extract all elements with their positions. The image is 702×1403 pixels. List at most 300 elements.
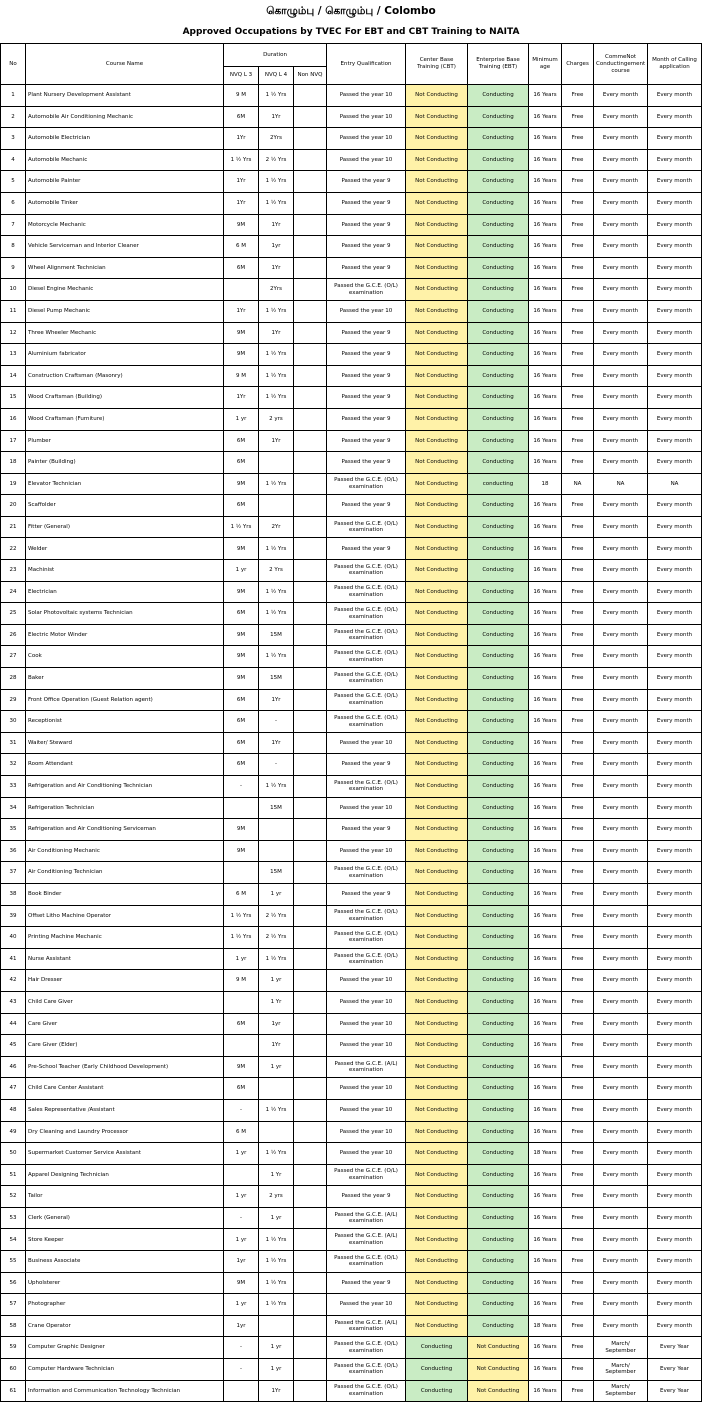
non-nvq-duration	[294, 1207, 327, 1229]
nvq4-duration: -	[259, 754, 294, 776]
minimum-age: 16 Years	[529, 1099, 562, 1121]
course-name: Aluminium fabricator	[26, 344, 224, 366]
occupations-table	[0, 43, 702, 1402]
nvq4-duration: 1 ½ Yrs	[259, 603, 294, 625]
commencement: Every month	[594, 1056, 648, 1078]
calling-month: Every month	[648, 970, 702, 992]
nvq3-duration	[224, 991, 259, 1013]
calling-month: Every month	[648, 560, 702, 582]
nvq4-duration: 1 ½ Yrs	[259, 85, 294, 107]
entry-qualification: Passed the G.C.E. (O/L) examination	[327, 516, 406, 538]
ebt-status: Conducting	[468, 754, 529, 776]
entry-qualification: Passed the G.C.E. (O/L) examination	[327, 279, 406, 301]
header-non-nvq: Non NVQ	[294, 67, 327, 85]
row-number: 60	[1, 1359, 26, 1381]
nvq3-duration: 1 ½ Yrs	[224, 149, 259, 171]
nvq4-duration: 1 ½ Yrs	[259, 1294, 294, 1316]
non-nvq-duration	[294, 905, 327, 927]
nvq4-duration: 1Yr	[259, 430, 294, 452]
row-number: 56	[1, 1272, 26, 1294]
charges: Free	[562, 905, 594, 927]
ebt-status: Conducting	[468, 732, 529, 754]
cbt-status: Not Conducting	[406, 1164, 468, 1186]
cbt-status: Not Conducting	[406, 1121, 468, 1143]
nvq4-duration	[259, 452, 294, 474]
non-nvq-duration	[294, 85, 327, 107]
nvq4-duration: 1 yr	[259, 1056, 294, 1078]
nvq3-duration	[224, 797, 259, 819]
non-nvq-duration	[294, 1035, 327, 1057]
commencement: Every month	[594, 819, 648, 841]
non-nvq-duration	[294, 279, 327, 301]
cbt-status: Not Conducting	[406, 581, 468, 603]
entry-qualification: Passed the year 9	[327, 257, 406, 279]
minimum-age: 16 Years	[529, 1035, 562, 1057]
entry-qualification: Passed the year 10	[327, 970, 406, 992]
entry-qualification: Passed the year 9	[327, 344, 406, 366]
commencement: Every month	[594, 1315, 648, 1337]
row-number: 36	[1, 840, 26, 862]
commencement: NA	[594, 473, 648, 495]
cbt-status: Conducting	[406, 1337, 468, 1359]
charges: Free	[562, 883, 594, 905]
table-row	[1, 430, 702, 452]
charges: Free	[562, 711, 594, 733]
nvq3-duration: 9M	[224, 624, 259, 646]
minimum-age: 16 Years	[529, 344, 562, 366]
ebt-status: Conducting	[468, 430, 529, 452]
course-name: Painter (Building)	[26, 452, 224, 474]
nvq3-duration: 6M	[224, 257, 259, 279]
non-nvq-duration	[294, 1337, 327, 1359]
row-number: 30	[1, 711, 26, 733]
table-row	[1, 192, 702, 214]
entry-qualification: Passed the G.C.E. (O/L) examination	[327, 905, 406, 927]
row-number: 48	[1, 1099, 26, 1121]
entry-qualification: Passed the year 9	[327, 538, 406, 560]
entry-qualification: Passed the G.C.E. (O/L) examination	[327, 711, 406, 733]
minimum-age: 16 Years	[529, 754, 562, 776]
commencement: Every month	[594, 1099, 648, 1121]
cbt-status: Not Conducting	[406, 128, 468, 150]
calling-month: Every month	[648, 516, 702, 538]
nvq4-duration: 1 Yr	[259, 991, 294, 1013]
row-number: 27	[1, 646, 26, 668]
course-name: Crane Operator	[26, 1315, 224, 1337]
non-nvq-duration	[294, 862, 327, 884]
cbt-status: Not Conducting	[406, 732, 468, 754]
entry-qualification: Passed the G.C.E. (O/L) examination	[327, 581, 406, 603]
charges: Free	[562, 322, 594, 344]
charges: Free	[562, 365, 594, 387]
cbt-status: Not Conducting	[406, 689, 468, 711]
non-nvq-duration	[294, 300, 327, 322]
row-number: 7	[1, 214, 26, 236]
course-name: Receptionist	[26, 711, 224, 733]
ebt-status: Conducting	[468, 106, 529, 128]
course-name: Air Conditioning Mechanic	[26, 840, 224, 862]
minimum-age: 16 Years	[529, 668, 562, 690]
ebt-status: Conducting	[468, 344, 529, 366]
table-row	[1, 1035, 702, 1057]
commencement: Every month	[594, 279, 648, 301]
nvq4-duration: 1yr	[259, 236, 294, 258]
ebt-status: Conducting	[468, 948, 529, 970]
cbt-status: Not Conducting	[406, 344, 468, 366]
course-name: Pre-School Teacher (Early Childhood Development)	[26, 1056, 224, 1078]
table-row	[1, 581, 702, 603]
header-commencement: CommeNot Conductingement course	[594, 44, 648, 85]
commencement: Every month	[594, 689, 648, 711]
row-number: 33	[1, 776, 26, 798]
charges: Free	[562, 1099, 594, 1121]
cbt-status: Not Conducting	[406, 452, 468, 474]
cbt-status: Not Conducting	[406, 624, 468, 646]
course-name: Electric Motor Winder	[26, 624, 224, 646]
commencement: Every month	[594, 624, 648, 646]
charges: Free	[562, 732, 594, 754]
row-number: 26	[1, 624, 26, 646]
row-number: 39	[1, 905, 26, 927]
course-name: Air Conditioning Technician	[26, 862, 224, 884]
commencement: Every month	[594, 214, 648, 236]
commencement: March/ September	[594, 1359, 648, 1381]
row-number: 41	[1, 948, 26, 970]
nvq3-duration: 1 yr	[224, 408, 259, 430]
entry-qualification: Passed the year 9	[327, 1272, 406, 1294]
commencement: Every month	[594, 257, 648, 279]
ebt-status: Conducting	[468, 85, 529, 107]
nvq3-duration: 6M	[224, 495, 259, 517]
entry-qualification: Passed the G.C.E. (A/L) examination	[327, 1207, 406, 1229]
nvq3-duration	[224, 279, 259, 301]
non-nvq-duration	[294, 689, 327, 711]
cbt-status: Not Conducting	[406, 85, 468, 107]
minimum-age: 16 Years	[529, 538, 562, 560]
table-row	[1, 624, 702, 646]
nvq3-duration: 6M	[224, 754, 259, 776]
non-nvq-duration	[294, 1121, 327, 1143]
charges: Free	[562, 1229, 594, 1251]
minimum-age: 16 Years	[529, 1337, 562, 1359]
nvq4-duration: 1Yr	[259, 257, 294, 279]
entry-qualification: Passed the year 9	[327, 452, 406, 474]
entry-qualification: Passed the G.C.E. (O/L) examination	[327, 776, 406, 798]
commencement: Every month	[594, 1294, 648, 1316]
table-row	[1, 1186, 702, 1208]
course-name: Clerk (General)	[26, 1207, 224, 1229]
row-number: 11	[1, 300, 26, 322]
nvq3-duration: 1Yr	[224, 387, 259, 409]
row-number: 9	[1, 257, 26, 279]
non-nvq-duration	[294, 711, 327, 733]
entry-qualification: Passed the year 9	[327, 387, 406, 409]
commencement: Every month	[594, 991, 648, 1013]
row-number: 49	[1, 1121, 26, 1143]
nvq3-duration: 1Yr	[224, 171, 259, 193]
course-name: Elevator Technician	[26, 473, 224, 495]
course-name: Wood Craftsman (Building)	[26, 387, 224, 409]
ebt-status: Conducting	[468, 128, 529, 150]
non-nvq-duration	[294, 192, 327, 214]
nvq3-duration: 9 M	[224, 85, 259, 107]
charges: Free	[562, 344, 594, 366]
commencement: Every month	[594, 1272, 648, 1294]
nvq3-duration: 1 ½ Yrs	[224, 516, 259, 538]
calling-month: Every month	[648, 192, 702, 214]
non-nvq-duration	[294, 1294, 327, 1316]
ebt-status: Conducting	[468, 171, 529, 193]
course-name: Three Wheeler Mechanic	[26, 322, 224, 344]
table-row	[1, 927, 702, 949]
ebt-status: Conducting	[468, 495, 529, 517]
table-row	[1, 668, 702, 690]
charges: Free	[562, 1315, 594, 1337]
commencement: Every month	[594, 646, 648, 668]
charges: Free	[562, 646, 594, 668]
table-row	[1, 1251, 702, 1273]
commencement: Every month	[594, 1207, 648, 1229]
entry-qualification: Passed the year 9	[327, 883, 406, 905]
nvq4-duration: 2Yrs	[259, 128, 294, 150]
minimum-age: 16 Years	[529, 970, 562, 992]
header-charges: Charges	[562, 44, 594, 85]
minimum-age: 16 Years	[529, 322, 562, 344]
cbt-status: Not Conducting	[406, 171, 468, 193]
course-name: Plant Nursery Development Assistant	[26, 85, 224, 107]
charges: Free	[562, 300, 594, 322]
cbt-status: Not Conducting	[406, 408, 468, 430]
entry-qualification: Passed the G.C.E. (O/L) examination	[327, 1164, 406, 1186]
course-name: Automobile Painter	[26, 171, 224, 193]
minimum-age: 16 Years	[529, 1359, 562, 1381]
row-number: 29	[1, 689, 26, 711]
nvq3-duration: 6M	[224, 711, 259, 733]
nvq3-duration: 1 yr	[224, 1294, 259, 1316]
table-row	[1, 322, 702, 344]
ebt-status: Conducting	[468, 236, 529, 258]
table-row	[1, 1056, 702, 1078]
nvq3-duration: 9M	[224, 214, 259, 236]
charges: Free	[562, 689, 594, 711]
row-number: 20	[1, 495, 26, 517]
nvq4-duration: 1 ½ Yrs	[259, 646, 294, 668]
commencement: Every month	[594, 1121, 648, 1143]
row-number: 37	[1, 862, 26, 884]
table-row	[1, 1121, 702, 1143]
course-name: Child Care Giver	[26, 991, 224, 1013]
nvq3-duration: 6 M	[224, 1121, 259, 1143]
commencement: Every month	[594, 797, 648, 819]
course-name: Computer Hardware Technician	[26, 1359, 224, 1381]
course-name: Motorcycle Mechanic	[26, 214, 224, 236]
row-number: 10	[1, 279, 26, 301]
table-row	[1, 516, 702, 538]
course-name: Store Keeper	[26, 1229, 224, 1251]
charges: Free	[562, 408, 594, 430]
ebt-status: Conducting	[468, 819, 529, 841]
course-name: Plumber	[26, 430, 224, 452]
nvq4-duration: 1 ½ Yrs	[259, 192, 294, 214]
table-header-row	[1, 44, 702, 67]
non-nvq-duration	[294, 408, 327, 430]
entry-qualification: Passed the year 9	[327, 171, 406, 193]
header-entry-qualification: Entry Qualification	[327, 44, 406, 85]
commencement: March/ September	[594, 1337, 648, 1359]
course-name: Diesel Pump Mechanic	[26, 300, 224, 322]
table-row	[1, 128, 702, 150]
non-nvq-duration	[294, 646, 327, 668]
ebt-status: Conducting	[468, 1272, 529, 1294]
calling-month: Every month	[648, 711, 702, 733]
row-number: 15	[1, 387, 26, 409]
nvq4-duration: 1 ½ Yrs	[259, 948, 294, 970]
non-nvq-duration	[294, 430, 327, 452]
nvq4-duration: 1 yr	[259, 970, 294, 992]
course-name: Fitter (General)	[26, 516, 224, 538]
row-number: 54	[1, 1229, 26, 1251]
row-number: 40	[1, 927, 26, 949]
calling-month: Every month	[648, 1078, 702, 1100]
charges: Free	[562, 1164, 594, 1186]
calling-month: Every month	[648, 581, 702, 603]
non-nvq-duration	[294, 171, 327, 193]
cbt-status: Not Conducting	[406, 560, 468, 582]
minimum-age: 16 Years	[529, 927, 562, 949]
nvq4-duration: 1 ½ Yrs	[259, 1099, 294, 1121]
non-nvq-duration	[294, 797, 327, 819]
course-name: Business Associate	[26, 1251, 224, 1273]
nvq3-duration: 6M	[224, 452, 259, 474]
commencement: Every month	[594, 387, 648, 409]
charges: Free	[562, 516, 594, 538]
row-number: 6	[1, 192, 26, 214]
calling-month: Every Year	[648, 1337, 702, 1359]
commencement: Every month	[594, 560, 648, 582]
entry-qualification: Passed the year 10	[327, 149, 406, 171]
charges: Free	[562, 819, 594, 841]
table-row	[1, 387, 702, 409]
cbt-status: Not Conducting	[406, 1229, 468, 1251]
nvq4-duration: 1 ½ Yrs	[259, 171, 294, 193]
calling-month: Every month	[648, 85, 702, 107]
calling-month: Every month	[648, 279, 702, 301]
non-nvq-duration	[294, 603, 327, 625]
commencement: Every month	[594, 365, 648, 387]
minimum-age: 16 Years	[529, 106, 562, 128]
nvq4-duration	[259, 1121, 294, 1143]
row-number: 5	[1, 171, 26, 193]
table-row	[1, 344, 702, 366]
cbt-status: Not Conducting	[406, 862, 468, 884]
calling-month: Every month	[648, 344, 702, 366]
entry-qualification: Passed the G.C.E. (O/L) examination	[327, 948, 406, 970]
cbt-status: Not Conducting	[406, 711, 468, 733]
ebt-status: Conducting	[468, 883, 529, 905]
table-row	[1, 1337, 702, 1359]
ebt-status: Conducting	[468, 560, 529, 582]
charges: Free	[562, 495, 594, 517]
row-number: 21	[1, 516, 26, 538]
nvq3-duration: 1 yr	[224, 1143, 259, 1165]
nvq3-duration: 1yr	[224, 1251, 259, 1273]
nvq3-duration: 9 M	[224, 365, 259, 387]
nvq4-duration	[259, 840, 294, 862]
charges: Free	[562, 560, 594, 582]
ebt-status: Conducting	[468, 646, 529, 668]
row-number: 18	[1, 452, 26, 474]
charges: NA	[562, 473, 594, 495]
nvq3-duration	[224, 1380, 259, 1402]
nvq4-duration: 2 yrs	[259, 408, 294, 430]
ebt-status: Conducting	[468, 927, 529, 949]
calling-month: Every month	[648, 948, 702, 970]
commencement: Every month	[594, 711, 648, 733]
minimum-age: 16 Years	[529, 905, 562, 927]
table-row	[1, 1207, 702, 1229]
cbt-status: Not Conducting	[406, 214, 468, 236]
minimum-age: 18 Years	[529, 1315, 562, 1337]
nvq4-duration: 1 ½ Yrs	[259, 1272, 294, 1294]
table-row	[1, 840, 702, 862]
minimum-age: 16 Years	[529, 1056, 562, 1078]
calling-month: Every month	[648, 1013, 702, 1035]
minimum-age: 16 Years	[529, 85, 562, 107]
course-name: Information and Communication Technology Technician	[26, 1380, 224, 1402]
course-name: Wood Craftsman (Furniture)	[26, 408, 224, 430]
commencement: Every month	[594, 344, 648, 366]
non-nvq-duration	[294, 991, 327, 1013]
charges: Free	[562, 840, 594, 862]
ebt-status: Conducting	[468, 1251, 529, 1273]
entry-qualification: Passed the G.C.E. (O/L) examination	[327, 473, 406, 495]
minimum-age: 16 Years	[529, 840, 562, 862]
commencement: Every month	[594, 85, 648, 107]
table-row	[1, 473, 702, 495]
cbt-status: Not Conducting	[406, 668, 468, 690]
table-row	[1, 1294, 702, 1316]
row-number: 46	[1, 1056, 26, 1078]
entry-qualification: Passed the year 10	[327, 1078, 406, 1100]
charges: Free	[562, 603, 594, 625]
charges: Free	[562, 214, 594, 236]
calling-month: Every month	[648, 754, 702, 776]
cbt-status: Not Conducting	[406, 840, 468, 862]
non-nvq-duration	[294, 1229, 327, 1251]
entry-qualification: Passed the year 9	[327, 754, 406, 776]
entry-qualification: Passed the year 10	[327, 1035, 406, 1057]
row-number: 44	[1, 1013, 26, 1035]
non-nvq-duration	[294, 1251, 327, 1273]
minimum-age: 16 Years	[529, 1207, 562, 1229]
commencement: Every month	[594, 171, 648, 193]
charges: Free	[562, 149, 594, 171]
course-name: Construction Craftsman (Masonry)	[26, 365, 224, 387]
nvq3-duration: 1 yr	[224, 948, 259, 970]
nvq3-duration: 1Yr	[224, 128, 259, 150]
charges: Free	[562, 1078, 594, 1100]
non-nvq-duration	[294, 970, 327, 992]
nvq3-duration: 9M	[224, 840, 259, 862]
calling-month: Every month	[648, 883, 702, 905]
minimum-age: 16 Years	[529, 1013, 562, 1035]
cbt-status: Not Conducting	[406, 149, 468, 171]
table-row	[1, 1380, 702, 1402]
non-nvq-duration	[294, 1143, 327, 1165]
course-name: Solar Photovoltaic systems Technician	[26, 603, 224, 625]
row-number: 52	[1, 1186, 26, 1208]
charges: Free	[562, 452, 594, 474]
